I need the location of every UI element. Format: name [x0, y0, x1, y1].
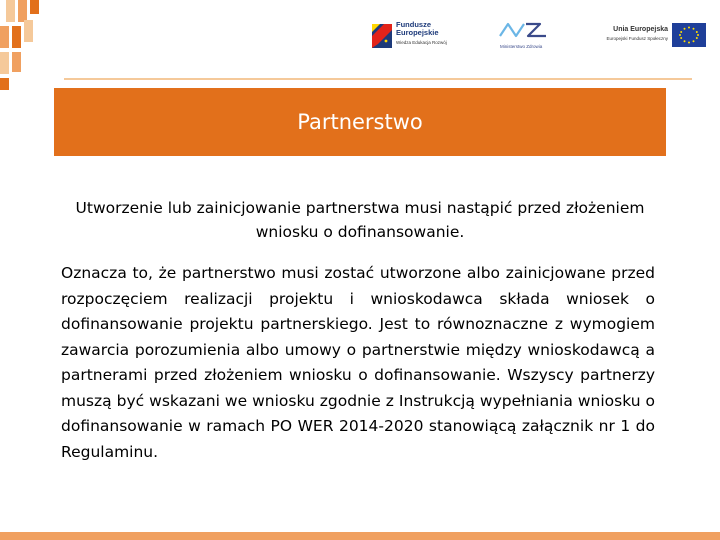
title-banner	[54, 88, 666, 156]
logo-strip	[0, 14, 720, 58]
header-divider	[64, 78, 692, 80]
fundusze-line2: Europejskie	[396, 28, 439, 37]
ministerstwo-zdrowia-logo	[498, 20, 558, 56]
fundusze-flag-icon	[372, 24, 392, 48]
unia-europejska-logo	[588, 22, 710, 52]
fundusze-line3: Wiedza Edukacja Rozwój	[396, 40, 447, 45]
ministerstwo-label: Ministerstwo Zdrowia	[500, 44, 543, 49]
footer-bar	[0, 532, 720, 540]
mz-wave-icon	[498, 20, 550, 40]
fundusze-line1: Fundusze	[396, 20, 431, 29]
slide-title: Partnerstwo	[297, 110, 423, 134]
unia-line2: Europejski Fundusz Społeczny	[606, 36, 668, 41]
slide-subtitle: Utworzenie lub zainicjowanie partnerstwa musi nastąpić przed złożeniem wniosku o dofinansowanie.	[75, 199, 645, 241]
eu-flag-icon	[672, 23, 706, 47]
fundusze-europejskie-logo	[372, 18, 462, 56]
slide-body-paragraph: Oznacza to, że partnerstwo musi zostać utworzone albo zainicjowane przed rozpoczęciem realizacji projektu i wnioskodawca składa wniosek o dofinansowanie projektu partnerskiego. Jest to równoznaczne z wymogiem zawarcia porozumienia albo umowy o partnerstwie między wnioskodawcą a partnerami przed złożeniem wniosku o dofinansowanie. Wszyscy partnerzy muszą być wskazani we wniosku zgodnie z Instrukcją wypełniania wniosku o dofinansowanie w ramach PO WER 2014-2020 stanowiącą załącznik nr 1 do Regulaminu.	[61, 264, 655, 461]
unia-line1: Unia Europejska	[613, 26, 668, 33]
